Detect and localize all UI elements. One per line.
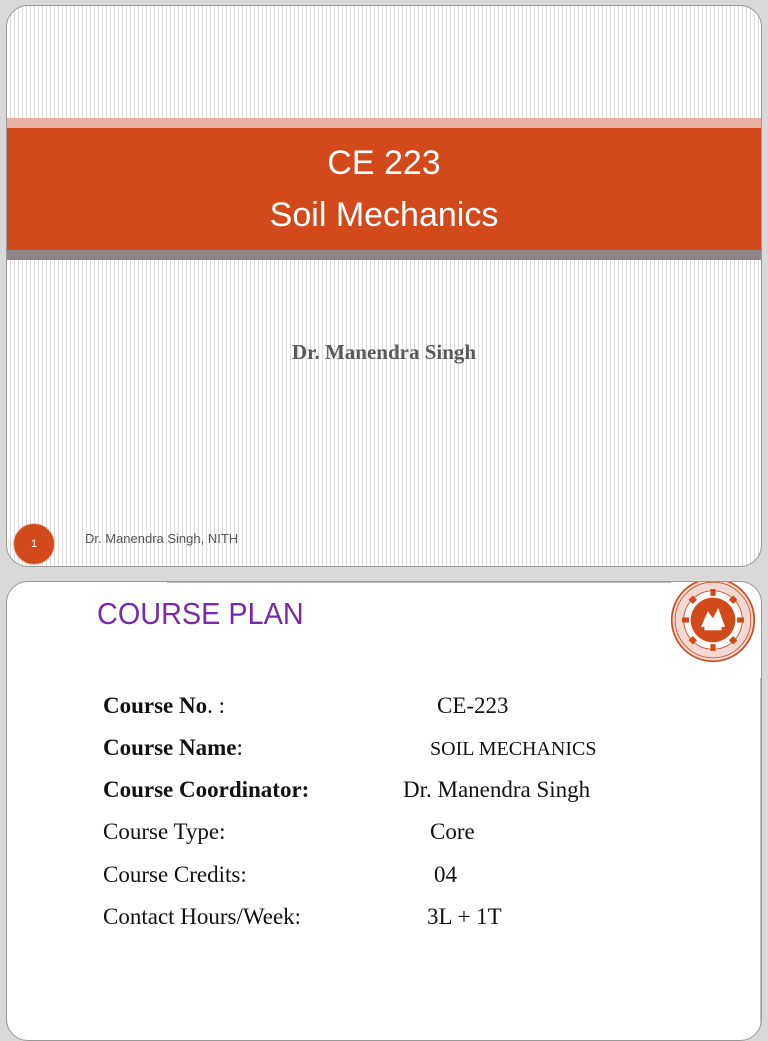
slide-number-badge: 1 — [13, 523, 55, 565]
slide-heading: COURSE PLAN — [97, 596, 304, 631]
course-plan-slide — [6, 581, 762, 1041]
contact-hours-value: 3L + 1T — [427, 904, 502, 929]
title-band — [7, 128, 761, 250]
course-credits-label: Course Credits: — [103, 862, 247, 887]
contact-hours-label: Contact Hours/Week: — [103, 904, 302, 929]
slide-footer: Dr. Manendra Singh, NITH — [85, 531, 239, 546]
course-name-value: SOIL MECHANICS — [430, 738, 597, 760]
top-divider — [167, 582, 671, 583]
accent-band-bottom — [7, 250, 761, 260]
institute-seal-icon — [670, 581, 756, 663]
accent-band-top — [7, 118, 761, 128]
course-credits-value: 04 — [434, 862, 457, 887]
side-divider — [760, 678, 761, 1041]
author-name: Dr. Manendra Singh — [291, 340, 477, 364]
course-type-value: Core — [430, 819, 475, 844]
course-type-label: Course Type: — [103, 819, 226, 844]
course-coordinator-value: Dr. Manendra Singh — [403, 777, 591, 802]
course-name-title: Soil Mechanics — [269, 196, 499, 234]
course-code-title: CE 223 — [327, 144, 441, 182]
course-coordinator-label: Course Coordinator: — [103, 777, 310, 802]
course-number-value: CE-223 — [437, 693, 509, 718]
title-slide — [6, 5, 762, 567]
course-name-label: Course Name: — [103, 735, 243, 760]
course-number-label: Course No. : — [103, 693, 226, 718]
